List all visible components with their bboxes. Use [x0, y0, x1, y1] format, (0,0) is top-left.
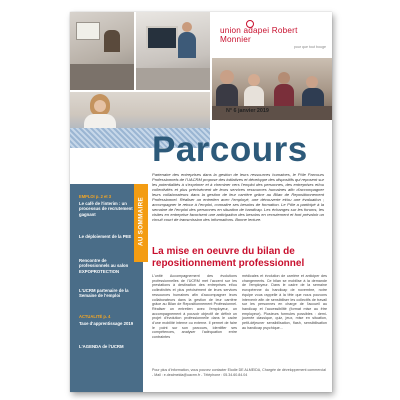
page-title: Parcours [152, 130, 308, 169]
article-column-2: médicales et évolution de carrière et anticiper des changements. Ce bilan se mobilise à la demande de l'employeur. Dans le cadre de la semaine européenne du handicap de novembre, notre équipe vous rappelle à la tête que nous pouvons intervenir afin de sensibiliser les collectifs de travail sur les personnes en charge de l'accueil au handicap et l'accessibilité (format mise au être employeur). Plusieurs formules possibles : demi-journée classique, quiz, jeux, mise en situation, petit-déjeuner sensibilisation, flash, sensibilisation au handicap psychique... [242, 274, 327, 330]
toc-item-text: Le déploiement de la PEE [79, 234, 132, 239]
brand-logo [220, 26, 330, 49]
toc-item-text: L'AGENDA de l'UCRM [79, 344, 124, 349]
intro-paragraph: Partenaire des entreprises dans la gestion de leurs ressources humaines, le Pôle Parcours Professionnels de l'UACRM propose des initiatives et développe des dispositifs qui reposent sur les potentialités à s'exprimer et à cheminer vers l'emploi des personnes, des entreprises et/ou collectivités et plus précisément de leurs services ressources humaines afin d'accompagner leurs collaborateurs dans la gestion de leur carrière grâce au Bilan de Repositionnement Professionnel. Réaliser un entretien avec l'employé, une découverte et/ou une évaluation ; accompagner le retour à l'emploi, connaitre ses besoins de formation. Le Pôle a participé à la semaine de l'emploi des personnes en situation de handicap. Les échanges sur les forums, les visites en entreprise favorisent une anticipation des besoins en recrutement et font prévaloir un circuit court de transmission des informations. Bonne lecture. [152, 172, 324, 223]
sommaire-label: AU SOMMAIRE [137, 196, 145, 247]
office-photo [70, 12, 134, 90]
newsletter-cover [70, 12, 332, 392]
toc-item-semaine-emploi[interactable] [79, 288, 135, 299]
toc-item-pee[interactable] [79, 234, 135, 239]
article-column-1: L'unité Accompagnement des évolutions professionnelles de l'UCRM met l'accent sur les prestations à destination des entreprises et/ou collectivités et plus précisément de leurs services ressources humaines afin d'accompagner leurs collaborateurs dans la gestion de leur carrière grâce au Bilan de Repositionnement Professionnel. Réaliser un entretien avec l'employeur, un accompagnement à pouvoir objectif de définir un projet d'évolution professionnelle dans le cadre d'une mobilité interne ou externe. Il permet de faire le point sur son parcours, identifier ses compétences, analyser l'adéquation entre contraintes [152, 274, 237, 340]
issue-number: N° 6 janvier 2019 [226, 108, 269, 114]
toc-item-text: L'UCRM partenaire de la Semaine de l'emploi [79, 288, 129, 299]
article-headline: La mise en oeuvre du bilan de repositionnement professionnel [152, 246, 305, 269]
toc-item-taxe-apprentissage[interactable] [79, 314, 135, 326]
computer-work-photo [136, 12, 210, 90]
toc-section-label: EMPLOI p. 2 et 3 [79, 194, 112, 199]
toc-item-text: Rencontre de professionnels au salon EXPOPROTECTION [79, 258, 129, 274]
brand-name: union adapei Robert Monnier [220, 26, 298, 44]
toc-item-cafe-interim[interactable] [79, 194, 135, 217]
toc-item-agenda[interactable] [79, 344, 135, 349]
toc-item-expoprotection[interactable] [79, 258, 135, 274]
toc-item-text: Le café de l'interim : un processus de recrutement gagnant [79, 201, 133, 217]
brand-tagline: pour que tout bouge [293, 45, 326, 49]
contact-footer: Pour plus d'information, vous pouvez contacter Elodie DE ALMEIDA, Chargée de développement commercial - Mail : e.dealmeida@uacrm.fr - Téléphone : 05.34.60.84.04 [152, 368, 326, 377]
toc-section-label: ACTUALITÉ p. 4 [79, 314, 111, 319]
sommaire-tab [134, 184, 148, 262]
toc-item-text: Taxe d'apprentissage 2019 [79, 321, 134, 326]
